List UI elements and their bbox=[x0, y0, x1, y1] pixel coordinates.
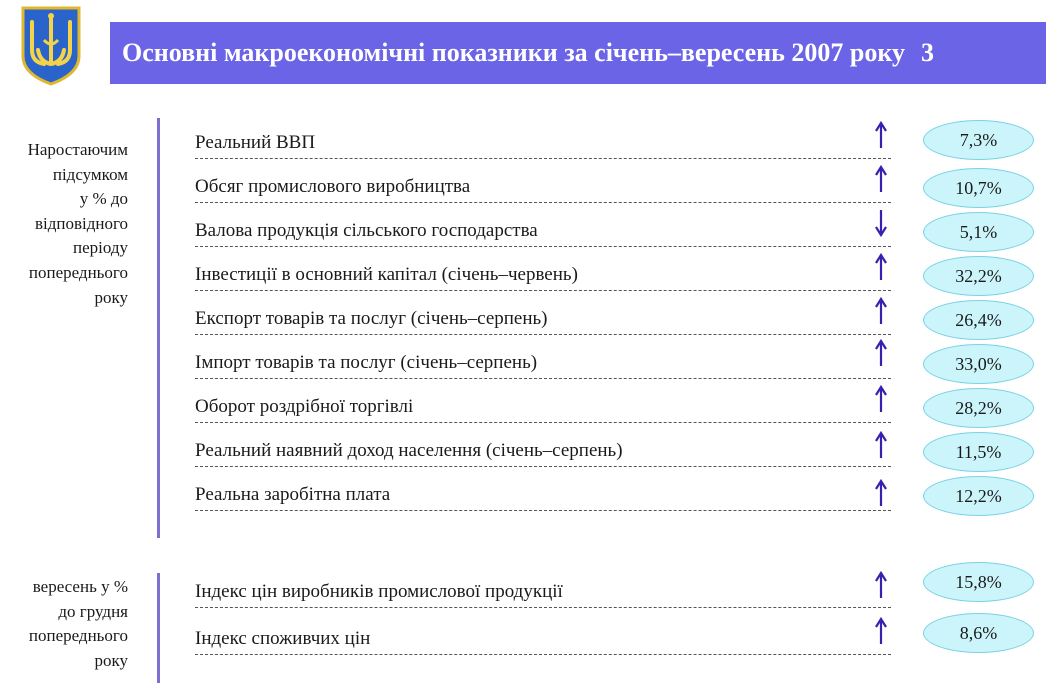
section-label-line: Наростаючим bbox=[27, 140, 128, 159]
coat-of-arms-icon bbox=[18, 4, 84, 88]
indicator-row bbox=[195, 563, 891, 608]
section-label-line: вересень у % bbox=[32, 577, 128, 596]
section-1-label bbox=[28, 138, 128, 310]
value-badge: 7,3% bbox=[923, 120, 1034, 160]
section-label-line: попереднього bbox=[28, 626, 128, 646]
value-badge: 12,2% bbox=[923, 476, 1034, 516]
section-1-divider bbox=[157, 118, 160, 538]
value-badge: 32,2% bbox=[923, 256, 1034, 296]
indicator-row bbox=[195, 202, 891, 247]
page-number: 3 bbox=[920, 38, 934, 67]
section-label-line: відповідного bbox=[34, 213, 128, 233]
value-badge: 33,0% bbox=[923, 344, 1034, 384]
indicator-label: Індекс цін виробників промислової продукції bbox=[195, 581, 563, 602]
trend-up-arrow-icon bbox=[874, 384, 888, 414]
section-label-line: підсумком bbox=[52, 164, 128, 184]
trend-up-arrow-icon bbox=[874, 430, 888, 460]
section-label-line: до грудня bbox=[58, 601, 128, 621]
value-badge: 28,2% bbox=[923, 388, 1034, 428]
indicator-label: Валова продукція сільського господарства bbox=[195, 220, 538, 241]
indicator-row bbox=[195, 422, 891, 467]
page-title: Основні макроекономічні показники за січень–вересень 2007 року bbox=[122, 38, 905, 67]
indicator-label: Реальний наявний доход населення (січень–серпень) bbox=[195, 440, 623, 461]
value-badge: 15,8% bbox=[923, 562, 1034, 602]
value-badge: 10,7% bbox=[923, 168, 1034, 208]
indicator-label: Реальна заробітна плата bbox=[195, 484, 391, 505]
value-badge: 8,6% bbox=[923, 613, 1034, 653]
trend-up-arrow-icon bbox=[874, 120, 888, 150]
section-label-line: року bbox=[94, 287, 128, 307]
indicator-label: Обсяг промислового виробництва bbox=[195, 176, 471, 197]
indicator-row bbox=[195, 378, 891, 423]
trend-up-arrow-icon bbox=[874, 296, 888, 326]
indicator-label: Реальний ВВП bbox=[195, 132, 316, 153]
indicator-row bbox=[195, 610, 891, 655]
section-2-label bbox=[29, 575, 128, 673]
title-bar bbox=[110, 22, 1046, 84]
indicator-row bbox=[195, 334, 891, 379]
indicator-row bbox=[195, 466, 891, 511]
section-2-divider bbox=[157, 573, 160, 683]
indicator-label: Експорт товарів та послуг (січень–серпень) bbox=[195, 308, 548, 329]
section-label-line: у % до bbox=[79, 189, 128, 209]
trend-up-arrow-icon bbox=[874, 478, 888, 508]
indicator-label: Інвестиції в основний капітал (січень–червень) bbox=[195, 264, 578, 285]
indicator-row bbox=[195, 246, 891, 291]
indicator-label: Імпорт товарів та послуг (січень–серпень) bbox=[195, 352, 538, 373]
trend-up-arrow-icon bbox=[874, 570, 888, 600]
trend-down-arrow-icon bbox=[874, 208, 888, 238]
value-badge: 5,1% bbox=[923, 212, 1034, 252]
section-label-line: періоду bbox=[72, 238, 128, 258]
value-badge: 11,5% bbox=[923, 432, 1034, 472]
indicator-label: Оборот роздрібної торгівлі bbox=[195, 396, 414, 417]
trend-up-arrow-icon bbox=[874, 616, 888, 646]
indicator-row bbox=[195, 158, 891, 203]
trend-up-arrow-icon bbox=[874, 252, 888, 282]
section-label-line: попереднього bbox=[28, 262, 128, 282]
section-label-line: року bbox=[94, 650, 128, 670]
indicator-row bbox=[195, 290, 891, 335]
value-badge: 26,4% bbox=[923, 300, 1034, 340]
indicator-row bbox=[195, 114, 891, 159]
trend-up-arrow-icon bbox=[874, 164, 888, 194]
trend-up-arrow-icon bbox=[874, 338, 888, 368]
indicator-label: Індекс споживчих цін bbox=[195, 628, 371, 649]
